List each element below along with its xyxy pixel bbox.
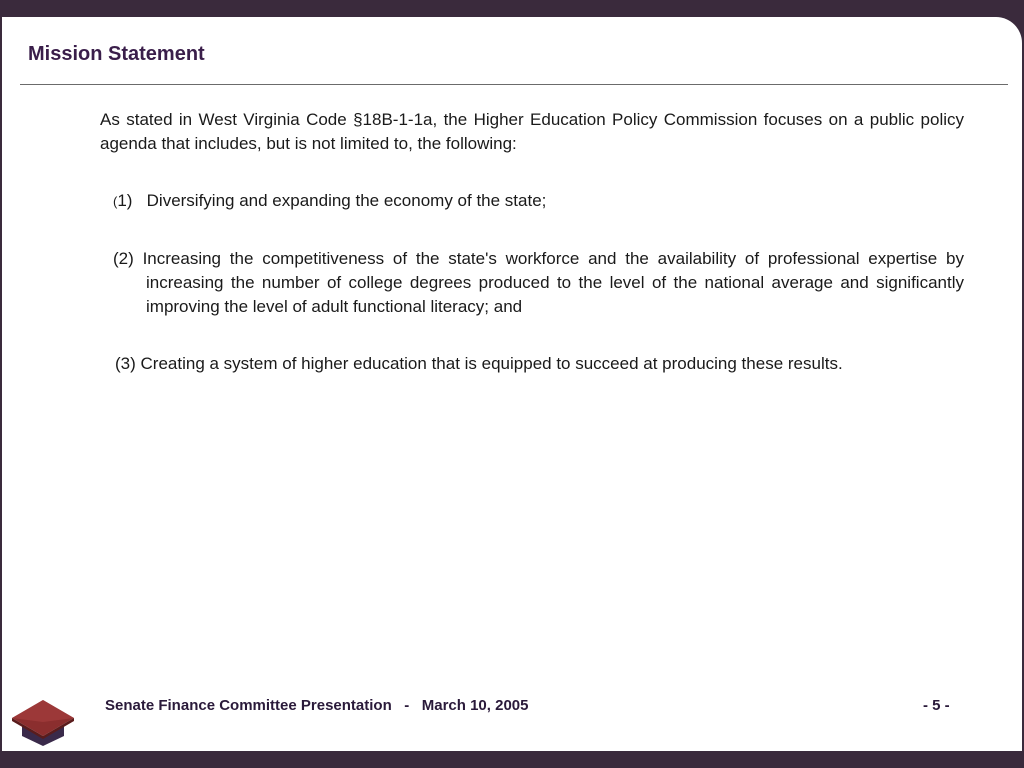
list-item-1-open-paren: ( bbox=[113, 194, 118, 209]
footer-presentation: Senate Finance Committee Presentation - March 10, 2005 bbox=[105, 697, 529, 714]
title-divider bbox=[20, 84, 1008, 85]
list-item-2-text: Increasing the competitiveness of the state's workforce and the availability of professional expertise by increasing the number of college degrees produced to the level of the national average and significantly improving the level of adult functional literacy; and bbox=[142, 249, 964, 316]
list-item-3-number: (3) bbox=[115, 354, 136, 373]
slide-title: Mission Statement bbox=[28, 43, 205, 65]
list-item-1-number: 1) bbox=[117, 191, 133, 210]
list-item-1 bbox=[113, 189, 964, 214]
list-item-1-text: Diversifying and expanding the economy of the state; bbox=[146, 191, 547, 210]
list-item-3 bbox=[115, 352, 964, 376]
list-item-3-text: Creating a system of higher education that is equipped to succeed at producing these results. bbox=[140, 354, 843, 373]
slide-body bbox=[100, 108, 964, 376]
slide-canvas bbox=[2, 17, 1022, 751]
intro-paragraph: As stated in West Virginia Code §18B-1-1a, the Higher Education Policy Commission focuses on a public policy agenda that includes, but is not limited to, the following: bbox=[100, 110, 964, 153]
list-item-2 bbox=[113, 247, 964, 319]
graduation-cap-icon bbox=[8, 696, 78, 748]
list-item-2-number: (2) bbox=[113, 249, 134, 268]
page-number: - 5 - bbox=[923, 697, 950, 714]
